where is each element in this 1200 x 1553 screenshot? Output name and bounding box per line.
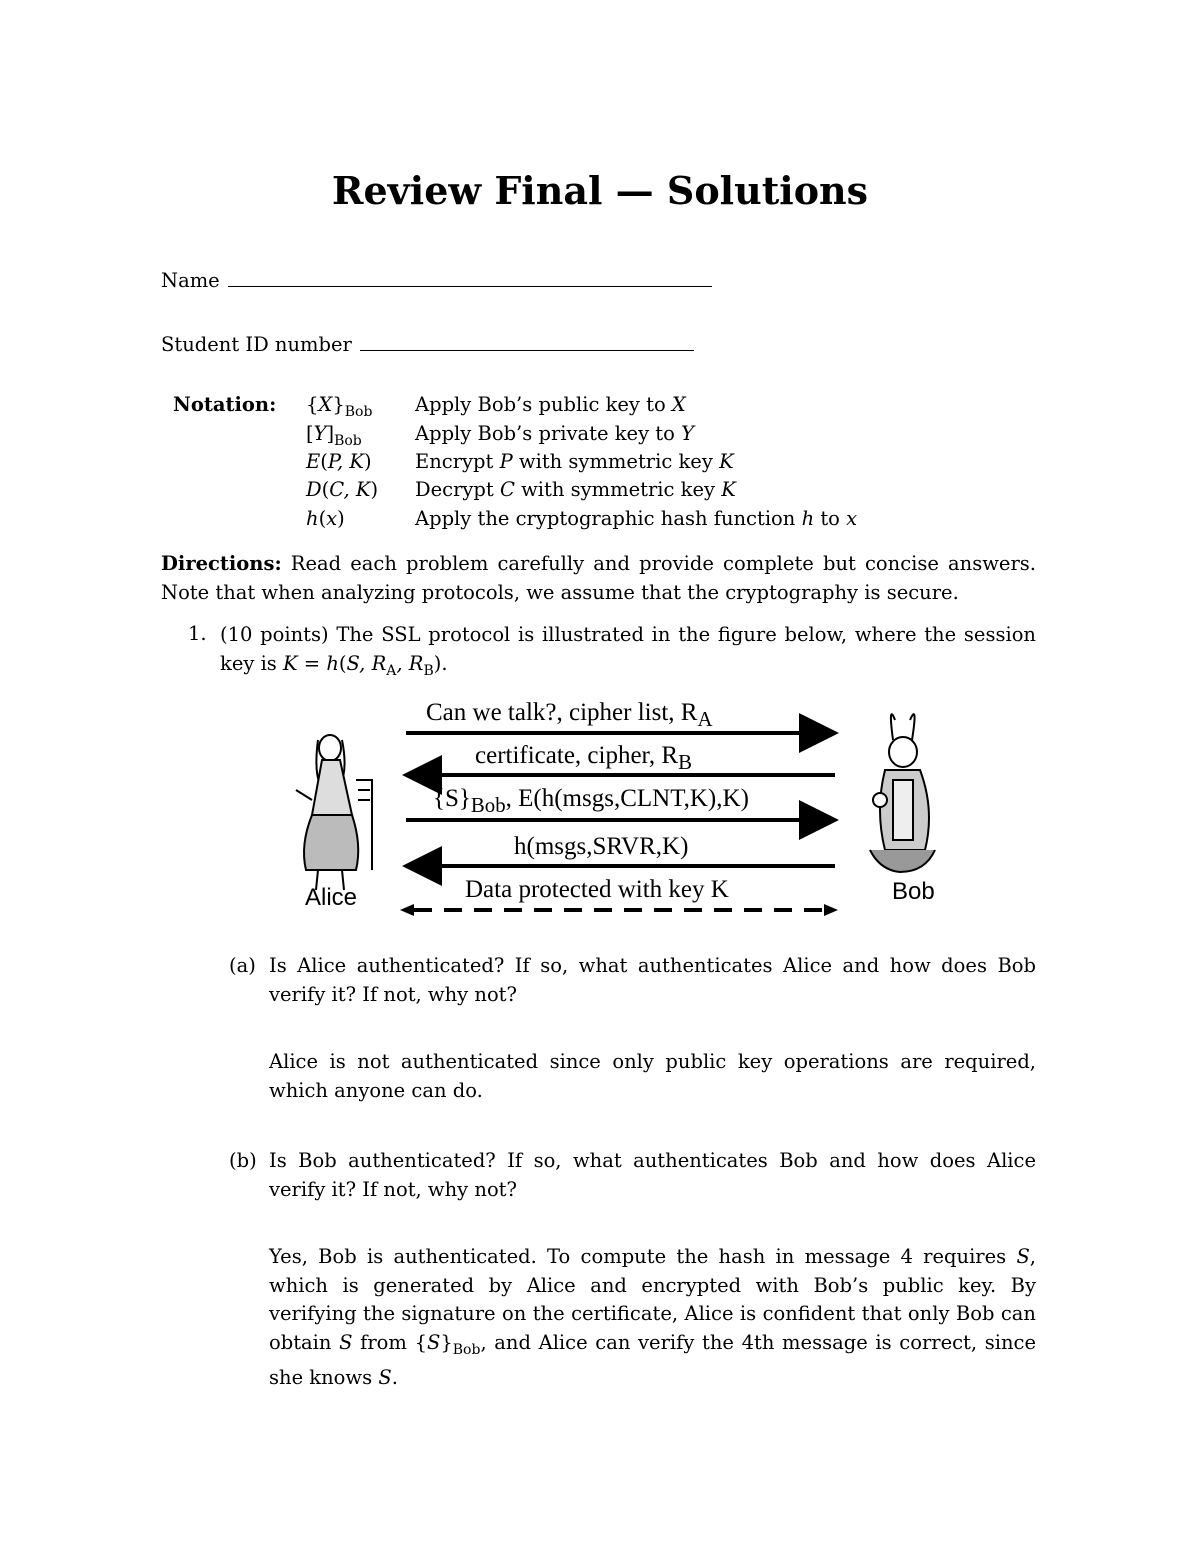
alice-illustration	[296, 735, 372, 890]
bob-label: Bob	[892, 878, 935, 905]
msg-4: h(msgs,SRVR,K)	[514, 833, 689, 860]
arrow-data-right-head	[824, 904, 838, 916]
part-a-label: (a)	[229, 954, 256, 977]
name-label: Name	[161, 269, 220, 292]
notation-desc: Decrypt C with symmetric key K	[415, 478, 736, 501]
white-rabbit-illustration	[870, 714, 935, 872]
notation-symbol: h(x)	[306, 507, 345, 530]
msg-5: Data protected with key K	[465, 876, 729, 903]
msg-3: $\{S\}_{Bob}$, E(h(msgs,CLNT,K),K)	[433, 785, 749, 817]
part-a-question: Is Alice authenticated? If so, what authenticates Alice and how does Bob verify it? If not, why not?	[269, 954, 1036, 1006]
name-blank[interactable]	[228, 266, 712, 287]
notation-label: Notation:	[173, 393, 277, 416]
alice-label: Alice	[305, 884, 358, 911]
student-id-blank[interactable]	[360, 330, 694, 351]
part-b-question: Is Bob authenticated? If so, what authenticates Bob and how does Alice verify it? If not, why not?	[269, 1149, 1036, 1201]
directions-label: Directions:	[161, 552, 282, 575]
notation-desc: Apply Bob’s private key to Y	[415, 422, 694, 445]
part-b-answer: Yes, Bob is authenticated. To compute the hash in message 4 requires S, which is generated by Alice and encrypted with Bob’s public key. By verifying the signature on the certificate, Alice is confident that only Bob can obtain S from $\{S\}_{Bob}$, and Alice can verify the 4th message is correct, since she knows S.	[269, 1245, 1037, 1389]
part-b-label: (b)	[229, 1149, 257, 1172]
name-field	[161, 266, 712, 292]
msg-2: certificate, cipher, $R_B$	[475, 742, 692, 774]
directions-text: Read each problem carefully and provide complete but concise answers. Note that when analyzing protocols, we assume that the cryptography is secure.	[161, 552, 1036, 604]
notation-symbol: E(P, K)	[306, 450, 372, 473]
problem-text: (10 points) The SSL protocol is illustrated in the figure below, where the session key is K = h(S, $R_A$, $R_B$).	[220, 623, 1036, 679]
notation-desc: Apply Bob’s public key to X	[415, 393, 686, 416]
msg-1: Can we talk?, cipher list, $R_A$	[426, 699, 713, 731]
notation-symbol: D(C, K)	[306, 478, 379, 501]
notation-desc: Encrypt P with symmetric key K	[415, 450, 734, 473]
directions	[161, 550, 1036, 607]
student-id-field	[161, 330, 694, 356]
arrow-data-left-head	[400, 904, 414, 916]
problem-number: 1.	[188, 622, 207, 645]
page-title: Review Final — Solutions	[331, 168, 869, 213]
student-id-label: Student ID number	[161, 333, 352, 356]
notation-symbol: $\{X\}_{Bob}$	[306, 393, 373, 420]
notation-desc: Apply the cryptographic hash function h to x	[415, 507, 858, 530]
part-a-answer: Alice is not authenticated since only public key operations are required, which anyone can do.	[269, 1050, 1036, 1102]
notation-symbol: $[Y]_{Bob}$	[306, 422, 362, 449]
arrows-svg	[0, 700, 1200, 940]
